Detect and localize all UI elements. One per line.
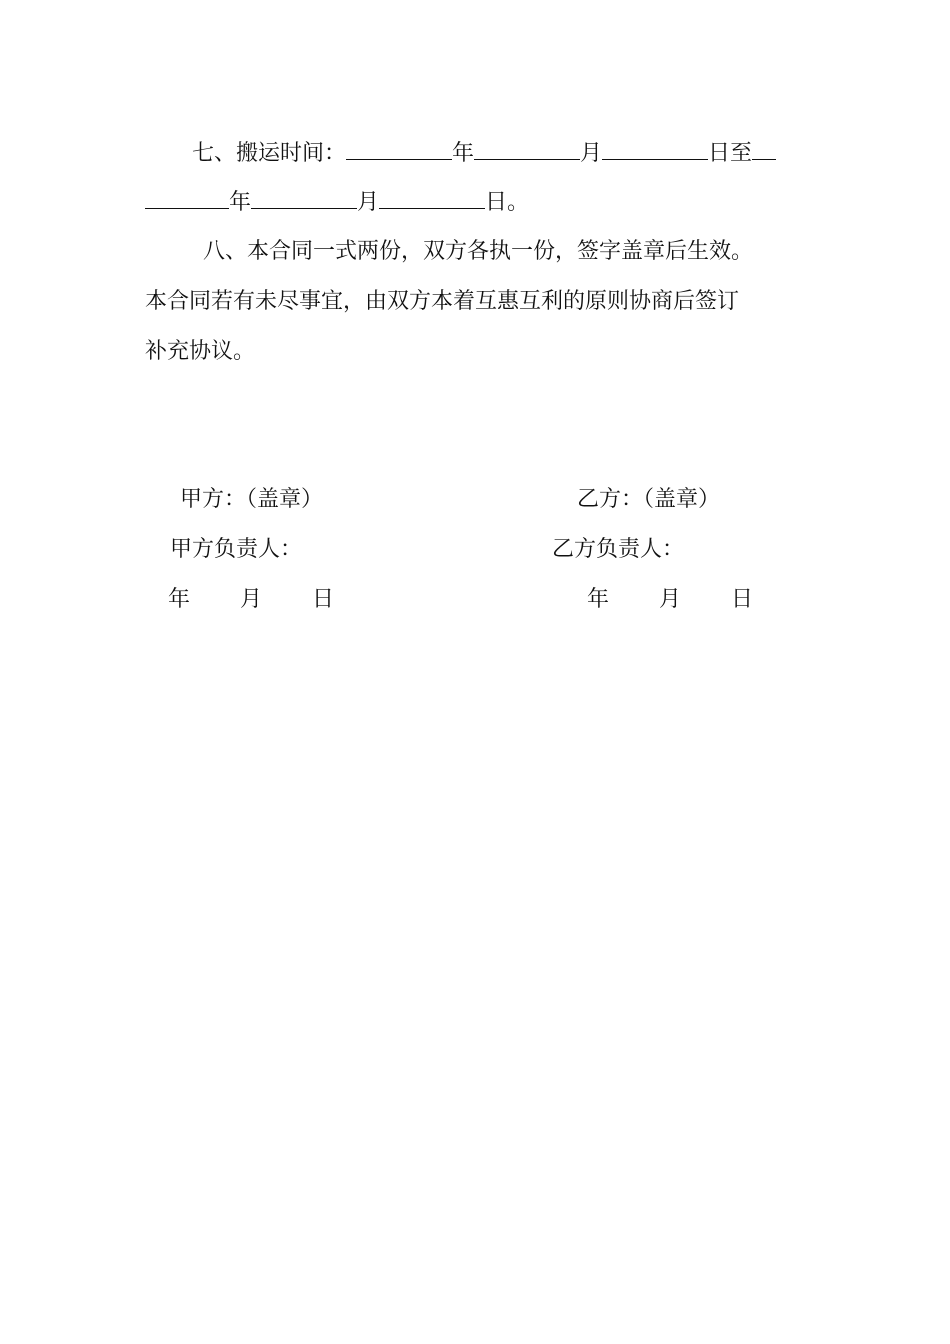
clause-8-line-2: 本合同若有未尽事宜，由双方本着互惠互利的原则协商后签订 — [145, 289, 740, 314]
party-a-representative: 甲方负责人： — [170, 537, 303, 562]
year-label-2: 年 — [229, 190, 252, 215]
party-b-day: 日 — [731, 587, 754, 612]
month-blank-2[interactable] — [251, 186, 357, 209]
party-a-seal: 甲方：（盖章） — [180, 487, 324, 512]
party-a-day: 日 — [312, 587, 335, 612]
clause-7-label: 七、搬运时间： — [192, 141, 347, 166]
year-label-1: 年 — [452, 141, 475, 166]
day-end-label: 日。 — [485, 190, 530, 215]
month-label-2: 月 — [357, 190, 380, 215]
day-blank-1[interactable] — [602, 137, 708, 160]
party-b-date — [587, 585, 753, 615]
month-label-1: 月 — [580, 141, 603, 166]
party-b-representative: 乙方负责人： — [552, 537, 685, 562]
day-blank-2[interactable] — [379, 186, 485, 209]
year-blank-2-start[interactable] — [752, 137, 776, 160]
party-b-month: 月 — [659, 587, 682, 612]
month-blank-1[interactable] — [474, 137, 580, 160]
day-to-label: 日至 — [708, 141, 753, 166]
party-b-seal: 乙方：（盖章） — [577, 487, 721, 512]
clause-7-line-2 — [145, 186, 529, 218]
party-a-year: 年 — [168, 587, 191, 612]
clause-8-line-3: 补充协议。 — [145, 339, 256, 364]
party-a-date — [168, 585, 334, 615]
party-b-year: 年 — [587, 587, 610, 612]
clause-8-line-1: 八、本合同一式两份，双方各执一份，签字盖章后生效。 — [203, 239, 754, 264]
year-blank-1[interactable] — [346, 137, 452, 160]
year-blank-2[interactable] — [145, 186, 229, 209]
party-a-month: 月 — [240, 587, 263, 612]
clause-7-line-1 — [192, 137, 776, 169]
